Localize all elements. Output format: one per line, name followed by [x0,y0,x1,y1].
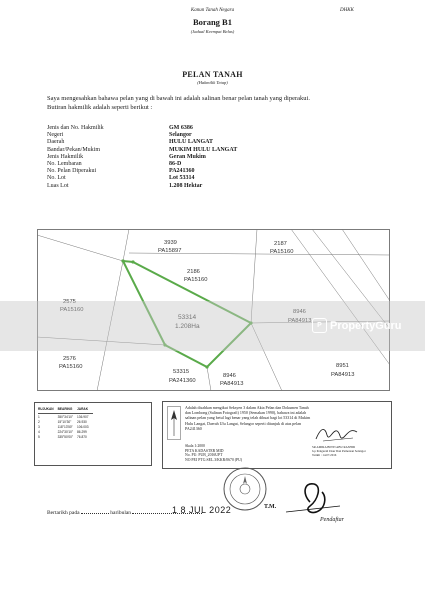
lot-plan-ref: PA241360 [169,378,196,384]
lot-plan-ref: PA84913 [331,372,355,378]
official-seal-icon [222,466,268,512]
intro-line-2: Butiran hakmilik adalah seperti berikut : [47,104,153,111]
subject-lot-number: 53314 [178,314,197,321]
column-header: BEARING [58,407,77,413]
field-label: Jenis Hakmilik [47,153,84,160]
tm-mark: T.M. [264,504,277,510]
propertyguru-watermark [312,318,402,333]
field-value: Selangor [169,132,192,139]
dated-label: Bertarikh pada [47,510,80,516]
field-value: Geran Mukim [169,153,206,160]
field-value: 86-D [169,160,182,167]
date-stamp: 1 8 JUL 2022 [172,505,232,515]
lot-plan-ref: PA15160 [59,364,83,370]
field-value: Lot 53314 [169,175,195,182]
table-cell: 224°30'10" [57,429,74,434]
document-title: PELAN TANAH [182,70,243,79]
form-title: Borang B1 [193,17,232,27]
field-label: No. Pelan Diperakui [47,168,97,175]
field-label: Bandar/Pekan/Mukim [47,146,100,153]
table-cell: 350°34'10" [57,414,74,419]
lot-plan-ref: PA15160 [270,249,294,255]
table-cell: 3 [38,424,40,429]
intro-statement [47,94,387,112]
signer-details [312,446,390,458]
lot-number: 3939 [164,240,177,246]
table-cell: 5 [38,434,40,439]
propertyguru-logo-icon: P [312,318,327,333]
north-arrow-icon [167,406,181,440]
registrar-signature-icon [282,472,342,520]
field-value: MUKIM HULU LANGAT [169,146,238,153]
table-cell: 2 [38,419,40,424]
table-cell: 26.930 [77,419,87,424]
plan-metadata [185,444,295,462]
table-cell: 136.907 [77,414,89,419]
signer-date: Tarikh : 14.07.2016 [312,452,337,457]
table-cell: 86.299 [77,429,87,434]
lot-plan-ref: PA84913 [220,381,244,387]
field-value: GM 6386 [169,125,193,131]
field-label: Jenis dan No. Hakmilik [47,125,104,131]
lot-plan-ref: PA15160 [60,307,84,313]
lot-number: 2576 [63,356,76,362]
registrar-label: Pendaftar [320,517,344,523]
lot-number: 8946 [223,373,236,379]
lot-plan-ref: PA15897 [158,248,182,254]
dated-line [47,505,232,516]
lot-number: 2187 [274,241,287,247]
office-reference: NO PEJ PTG:SEL.3/KKR/0670 (PU) [185,457,243,462]
table-cell: 76.870 [77,434,87,439]
table-cell: 15°10'30" [57,419,72,424]
surveyor-signature-icon [313,423,363,445]
table-row [38,434,93,439]
bearing-table [38,407,93,439]
field-value: PA241360 [169,168,195,175]
field-value: 1.208 Hektar [169,182,203,189]
lot-number: 2575 [63,299,76,305]
office-code: DHKK [340,8,354,13]
field-label: Luas Lot [47,182,69,189]
lot-number: 53315 [173,369,190,375]
field-label: Negeri [47,132,64,139]
haribulan-label: haribulan [110,510,132,516]
table-cell: 1 [38,414,40,419]
law-reference: Kanun Tanah Negara [190,8,235,13]
field-value: HULU LANGAT [169,139,214,146]
pu-file: No. PU: PUB_2016UPT [185,453,223,458]
lot-plan-ref: PA84913 [288,318,312,324]
lot-number: 8946 [293,309,306,315]
day-dots [81,513,109,514]
table-cell: 4 [38,429,40,434]
certification-box [162,401,392,469]
plan-scale: Skala 1:2000 [185,444,205,448]
signer-name: SR AMIRA BINTI ABU RASHID [312,445,355,449]
table-cell: 106.003 [77,424,89,429]
survey-map: PETA KADASTER MID [185,448,224,453]
lot-number: 2186 [187,269,200,275]
column-header: JARAK [77,407,93,413]
intro-line-1: Saya mengesahkan bahawa pelan yang di bawah ini adalah salinan benar pelan tanah yang diperakui. [47,95,310,102]
field-label: No. Lot [47,175,66,182]
field-label: No. Lembaran [47,160,82,167]
bearing-table-box [34,402,152,466]
subject-lot-area: 1.208Ha [175,323,200,330]
table-cell: 118°13'50" [57,424,73,429]
field-label: Daerah [47,139,65,146]
column-header: RUJUKAN [38,407,58,413]
document-subtitle: (Hakmilik Tetap) [197,80,228,85]
lot-number: 8951 [336,363,349,369]
signer-title: b.p Pengarah Ukur Dan Pemetaan Selangor [312,448,366,453]
form-subtitle: (Jadual Keempat Belas) [190,29,235,34]
lot-plan-ref: PA15160 [184,277,208,283]
certification-text: Adalah disahkan mengikut Seksyen 3 dalam Akta Pelan dan Dokumen Tanah dan Lombong (Salinan Fotografi) 1950 (Semakan 1990), bahawa ini adalah salinan pelan yang betul lagi benar yang telah dibuat bagi lot 53314 di Mukim Hulu Langat, Daerah Ulu Langat, Selangor seperti ditunjuk di atas pelan PA241360 [185,405,311,431]
table-cell: 335°50'00" [57,434,74,439]
watermark-text: PropertyGuru [330,319,402,332]
